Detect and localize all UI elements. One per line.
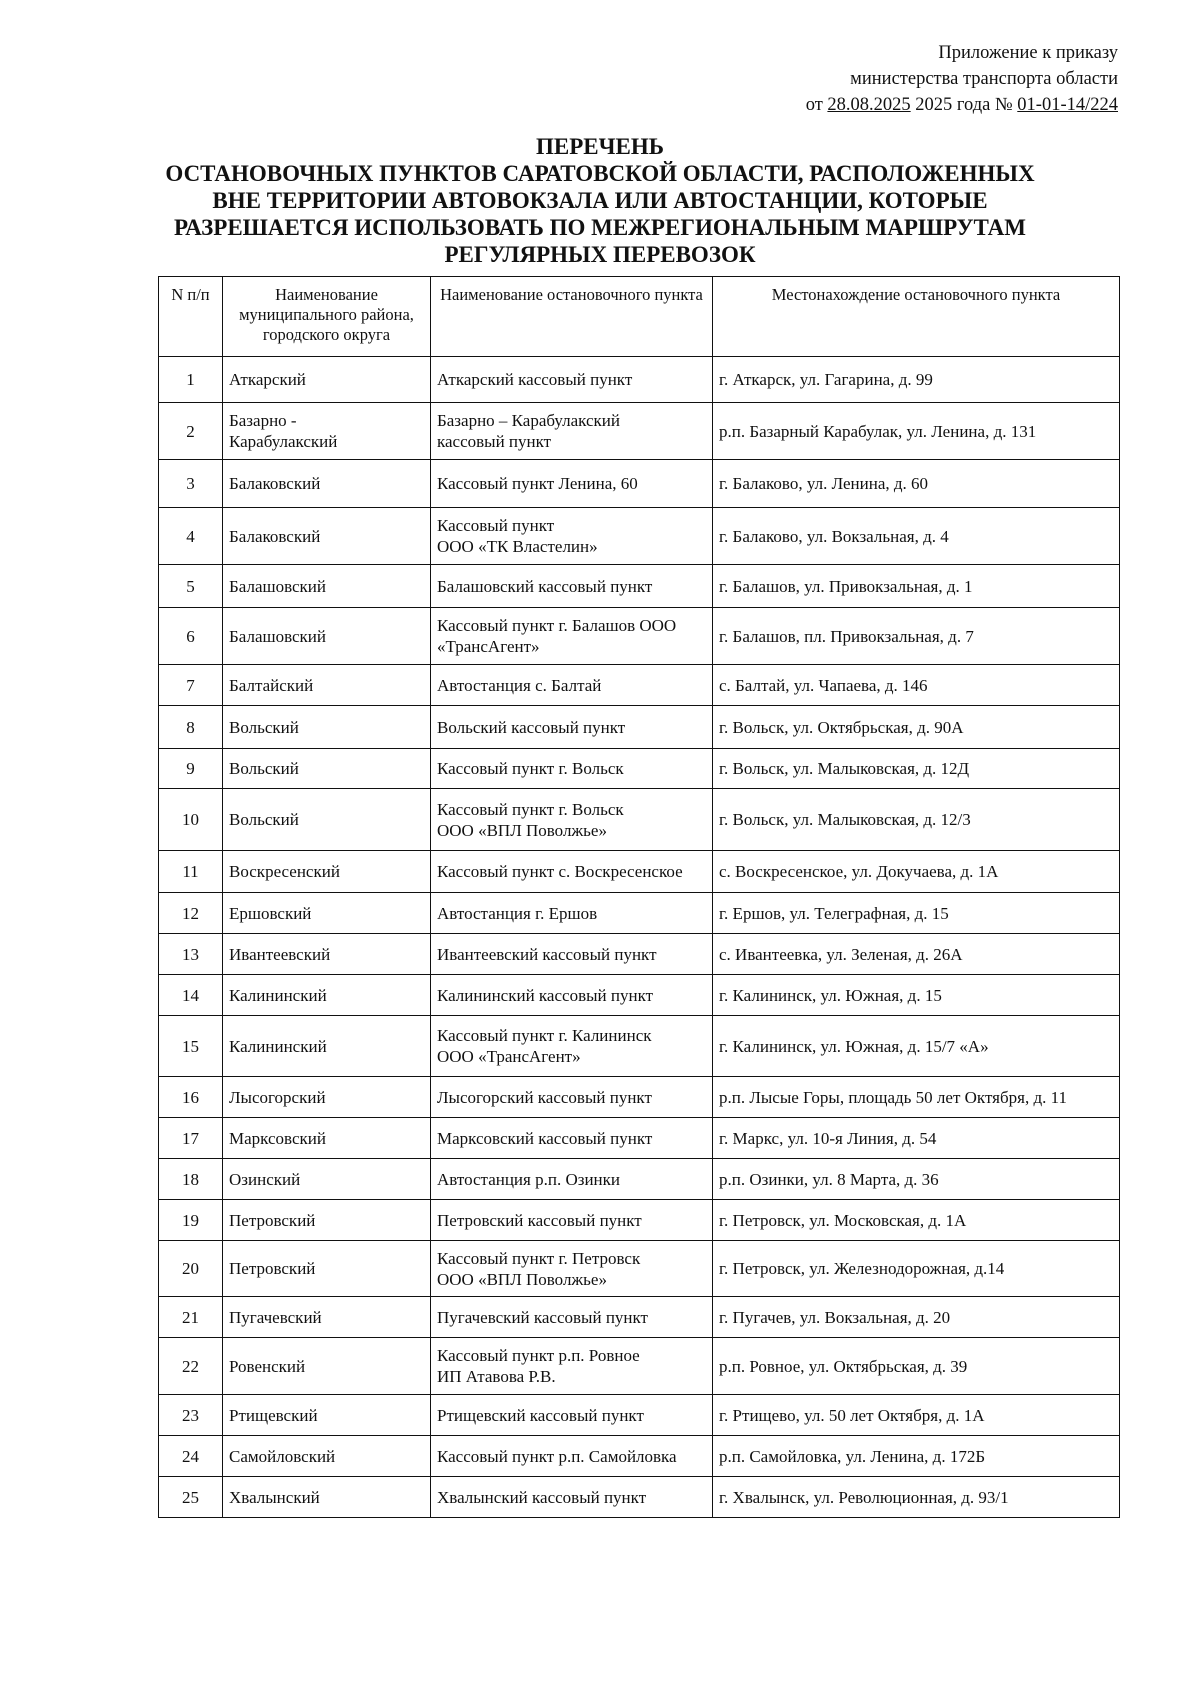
header-location: Местонахождение остановочного пункта [713,277,1120,357]
row-stop-name: Аткарский кассовый пункт [431,357,713,403]
row-location: г. Вольск, ул. Малыковская, д. 12/3 [713,789,1120,851]
table-row [159,1200,1120,1241]
row-stop-name: Ртищевский кассовый пункт [431,1395,713,1436]
row-location: с. Воскресенское, ул. Докучаева, д. 1А [713,851,1120,893]
row-stop-name: Кассовый пункт г. Вольск ООО «ВПЛ Поволжье» [431,789,713,851]
table-row [159,608,1120,665]
table-row [159,1241,1120,1297]
row-district: Хвалынский [223,1477,431,1518]
row-stop-name: Автостанция с. Балтай [431,665,713,706]
row-district: Ровенский [223,1338,431,1395]
row-district: Аткарский [223,357,431,403]
row-district: Базарно - Карабулакский [223,403,431,460]
row-stop-name: Марксовский кассовый пункт [431,1118,713,1159]
row-number: 18 [159,1159,223,1200]
row-district: Ершовский [223,893,431,934]
row-number: 3 [159,460,223,508]
row-location: р.п. Лысые Горы, площадь 50 лет Октября, д. 11 [713,1077,1120,1118]
row-number: 14 [159,975,223,1016]
row-number: 6 [159,608,223,665]
row-district: Петровский [223,1241,431,1297]
table-row [159,460,1120,508]
row-location: г. Вольск, ул. Октябрьская, д. 90А [713,706,1120,749]
approval-line-3 [806,92,1118,118]
table-row [159,1297,1120,1338]
row-location: г. Калининск, ул. Южная, д. 15/7 «А» [713,1016,1120,1077]
row-location: г. Балаково, ул. Вокзальная, д. 4 [713,508,1120,565]
row-location: р.п. Озинки, ул. 8 Марта, д. 36 [713,1159,1120,1200]
row-district: Петровский [223,1200,431,1241]
table-header-row [159,277,1120,357]
row-stop-name: Автостанция г. Ершов [431,893,713,934]
row-stop-name: Пугачевский кассовый пункт [431,1297,713,1338]
header-stop-name: Наименование остановочного пункта [431,277,713,357]
row-number: 1 [159,357,223,403]
row-stop-name: Кассовый пункт р.п. Ровное ИП Атавова Р.В. [431,1338,713,1395]
table-row [159,893,1120,934]
row-stop-name: Кассовый пункт р.п. Самойловка [431,1436,713,1477]
row-district: Калининский [223,1016,431,1077]
row-number: 10 [159,789,223,851]
row-location: р.п. Базарный Карабулак, ул. Ленина, д. 131 [713,403,1120,460]
table-row [159,706,1120,749]
row-number: 8 [159,706,223,749]
row-location: г. Маркс, ул. 10-я Линия, д. 54 [713,1118,1120,1159]
row-location: г. Петровск, ул. Московская, д. 1А [713,1200,1120,1241]
row-number: 17 [159,1118,223,1159]
title-line-1: ПЕРЕЧЕНЬ [536,134,664,159]
row-stop-name: Хвалынский кассовый пункт [431,1477,713,1518]
title-line-5: РЕГУЛЯРНЫХ ПЕРЕВОЗОК [444,242,756,267]
table-row [159,508,1120,565]
approval-date: 28.08.2025 [827,95,911,115]
row-location: р.п. Самойловка, ул. Ленина, д. 172Б [713,1436,1120,1477]
row-district: Балтайский [223,665,431,706]
row-location: г. Балашов, пл. Привокзальная, д. 7 [713,608,1120,665]
table-row [159,1159,1120,1200]
header-district: Наименование муниципального района, городского округа [223,277,431,357]
row-location: с. Балтай, ул. Чапаева, д. 146 [713,665,1120,706]
row-stop-name: Ивантеевский кассовый пункт [431,934,713,975]
approval-line-2: министерства транспорта области [850,69,1118,89]
row-location: г. Ершов, ул. Телеграфная, д. 15 [713,893,1120,934]
row-number: 4 [159,508,223,565]
row-district: Воскресенский [223,851,431,893]
row-district: Вольский [223,749,431,789]
row-district: Калининский [223,975,431,1016]
row-district: Балашовский [223,565,431,608]
approval-year-word: 2025 года [915,95,991,115]
row-number: 15 [159,1016,223,1077]
row-number: 13 [159,934,223,975]
row-location: г. Балаково, ул. Ленина, д. 60 [713,460,1120,508]
table-row [159,1436,1120,1477]
row-district: Самойловский [223,1436,431,1477]
row-stop-name: Петровский кассовый пункт [431,1200,713,1241]
table-row [159,1338,1120,1395]
row-number: 19 [159,1200,223,1241]
row-district: Марксовский [223,1118,431,1159]
row-stop-name: Базарно – Карабулакский кассовый пункт [431,403,713,460]
row-stop-name: Кассовый пункт с. Воскресенское [431,851,713,893]
stops-table [158,276,1120,1518]
row-stop-name: Балашовский кассовый пункт [431,565,713,608]
row-location: г. Пугачев, ул. Вокзальная, д. 20 [713,1297,1120,1338]
row-location: г. Ртищево, ул. 50 лет Октября, д. 1А [713,1395,1120,1436]
row-location: г. Калининск, ул. Южная, д. 15 [713,975,1120,1016]
row-stop-name: Калининский кассовый пункт [431,975,713,1016]
row-district: Вольский [223,789,431,851]
row-stop-name: Автостанция р.п. Озинки [431,1159,713,1200]
row-number: 5 [159,565,223,608]
table-row [159,1477,1120,1518]
table-row [159,789,1120,851]
title-line-3: ВНЕ ТЕРРИТОРИИ АВТОВОКЗАЛА ИЛИ АВТОСТАНЦИИ, КОТОРЫЕ [212,188,988,213]
row-number: 16 [159,1077,223,1118]
row-district: Вольский [223,706,431,749]
title-line-2: ОСТАНОВОЧНЫХ ПУНКТОВ САРАТОВСКОЙ ОБЛАСТИ, РАСПОЛОЖЕННЫХ [165,161,1035,186]
row-location: с. Ивантеевка, ул. Зеленая, д. 26А [713,934,1120,975]
row-stop-name: Вольский кассовый пункт [431,706,713,749]
table-row [159,403,1120,460]
table-row [159,665,1120,706]
row-stop-name: Лысогорский кассовый пункт [431,1077,713,1118]
approval-date-prefix: от [805,95,823,115]
approval-number: 01-01-14/224 [1017,95,1118,115]
row-stop-name: Кассовый пункт г. Калининск ООО «ТрансАгент» [431,1016,713,1077]
header-number: N п/п [159,277,223,357]
row-district: Ртищевский [223,1395,431,1436]
table-body [159,357,1120,1518]
table-row [159,1077,1120,1118]
row-district: Ивантеевский [223,934,431,975]
table-row [159,1395,1120,1436]
row-district: Балаковский [223,460,431,508]
row-stop-name: Кассовый пункт г. Балашов ООО «ТрансАгент» [431,608,713,665]
table-row [159,851,1120,893]
row-district: Балаковский [223,508,431,565]
row-stop-name: Кассовый пункт Ленина, 60 [431,460,713,508]
row-number: 9 [159,749,223,789]
row-location: р.п. Ровное, ул. Октябрьская, д. 39 [713,1338,1120,1395]
row-location: г. Балашов, ул. Привокзальная, д. 1 [713,565,1120,608]
row-location: г. Вольск, ул. Малыковская, д. 12Д [713,749,1120,789]
row-number: 23 [159,1395,223,1436]
table-row [159,975,1120,1016]
table-row [159,1118,1120,1159]
row-stop-name: Кассовый пункт г. Петровск ООО «ВПЛ Поволжье» [431,1241,713,1297]
row-location: г. Аткарск, ул. Гагарина, д. 99 [713,357,1120,403]
approval-number-prefix: № [995,95,1013,115]
row-number: 2 [159,403,223,460]
row-number: 7 [159,665,223,706]
table-row [159,357,1120,403]
row-stop-name: Кассовый пункт ООО «ТК Властелин» [431,508,713,565]
row-number: 22 [159,1338,223,1395]
row-district: Озинский [223,1159,431,1200]
row-district: Лысогорский [223,1077,431,1118]
row-number: 25 [159,1477,223,1518]
title-line-4: РАЗРЕШАЕТСЯ ИСПОЛЬЗОВАТЬ ПО МЕЖРЕГИОНАЛЬНЫМ МАРШРУТАМ [174,215,1026,240]
row-district: Пугачевский [223,1297,431,1338]
row-number: 21 [159,1297,223,1338]
row-number: 24 [159,1436,223,1477]
approval-line-1: Приложение к приказу [938,43,1118,63]
row-location: г. Хвалынск, ул. Революционная, д. 93/1 [713,1477,1120,1518]
table-row [159,934,1120,975]
table-row [159,1016,1120,1077]
row-number: 11 [159,851,223,893]
document-title [140,133,1060,268]
approval-stamp-block [806,40,1118,118]
row-stop-name: Кассовый пункт г. Вольск [431,749,713,789]
table-row [159,565,1120,608]
row-number: 12 [159,893,223,934]
row-location: г. Петровск, ул. Железнодорожная, д.14 [713,1241,1120,1297]
row-district: Балашовский [223,608,431,665]
row-number: 20 [159,1241,223,1297]
table-row [159,749,1120,789]
